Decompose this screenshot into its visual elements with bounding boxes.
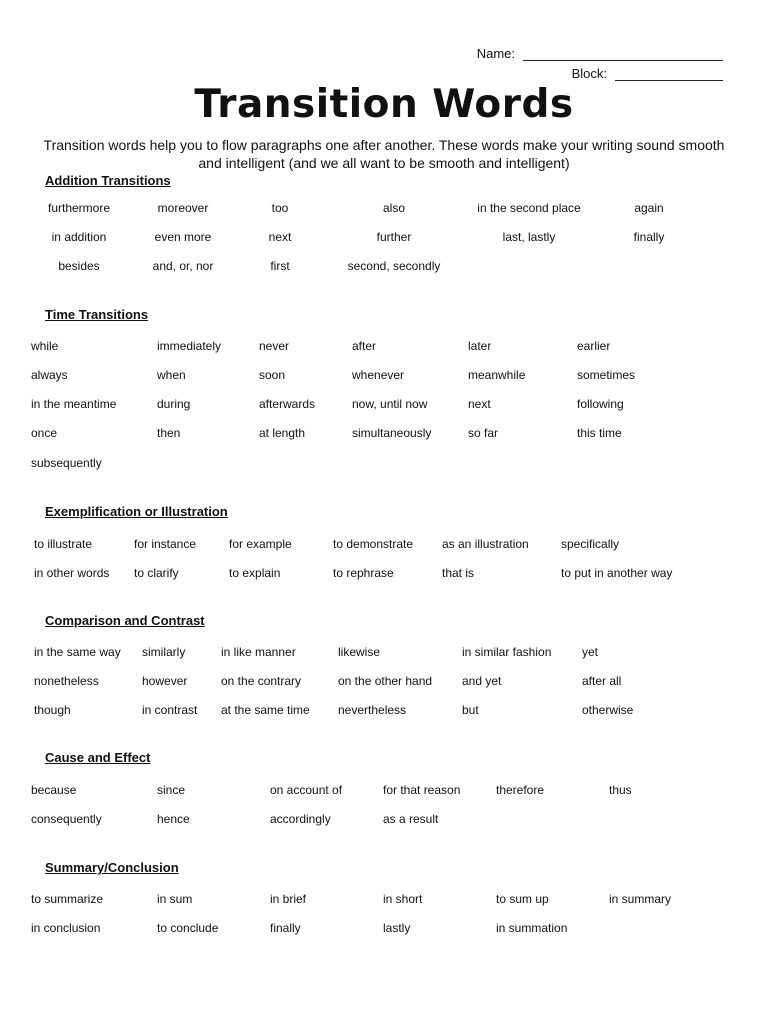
transition-word: moreover <box>157 201 209 215</box>
transition-word: again <box>634 201 664 215</box>
transition-word: after <box>352 339 377 353</box>
transition-word: for example <box>229 537 292 551</box>
transition-word: to illustrate <box>34 537 93 551</box>
transition-word: in contrast <box>142 703 198 717</box>
transition-word: subsequently <box>31 456 102 470</box>
transition-word: whenever <box>352 368 405 382</box>
transition-word: likewise <box>338 645 381 659</box>
transition-word: now, until now <box>352 397 428 411</box>
transition-word: to rephrase <box>333 566 394 580</box>
transition-word: in similar fashion <box>462 645 552 659</box>
transition-word: for that reason <box>383 783 461 797</box>
name-field[interactable] <box>477 46 723 61</box>
name-label: Name: <box>476 46 515 61</box>
transition-word: in summary <box>609 892 672 906</box>
transition-word: immediately <box>157 339 222 353</box>
transition-word: simultaneously <box>352 426 432 440</box>
transition-word: so far <box>468 426 499 440</box>
transition-word: to put in another way <box>561 566 673 580</box>
transition-word: in the second place <box>477 201 581 215</box>
block-blank-line[interactable] <box>615 68 723 81</box>
transition-word: in sum <box>157 892 193 906</box>
transition-word: at length <box>259 426 306 440</box>
transition-word: at the same time <box>221 703 310 717</box>
transition-word: never <box>259 339 290 353</box>
transition-word: though <box>34 703 71 717</box>
transition-word: further <box>376 230 412 244</box>
transition-word: also <box>382 201 406 215</box>
transition-word: therefore <box>496 783 545 797</box>
name-blank-line[interactable] <box>523 48 723 61</box>
transition-word: earlier <box>577 339 611 353</box>
transition-word: in short <box>383 892 423 906</box>
transition-word: even more <box>154 230 212 244</box>
intro-paragraph: Transition words help you to flow paragraphs one after another. These words make your writing sound smooth and intelligent (and we all want to be smooth and intelligent) <box>43 137 725 171</box>
transition-word: however <box>142 674 188 688</box>
transition-word: for instance <box>134 537 197 551</box>
transition-word: on the contrary <box>221 674 302 688</box>
transition-word: accordingly <box>270 812 331 826</box>
transition-word: in conclusion <box>31 921 101 935</box>
transition-word: next <box>268 230 292 244</box>
transition-word: to summarize <box>31 892 104 906</box>
transition-word: lastly <box>383 921 411 935</box>
transition-word: to clarify <box>134 566 179 580</box>
transition-word: during <box>157 397 191 411</box>
transition-word: following <box>577 397 624 411</box>
transition-word: and yet <box>462 674 502 688</box>
transition-word: in summation <box>496 921 568 935</box>
transition-word: yet <box>582 645 599 659</box>
transition-word: finally <box>633 230 665 244</box>
transition-word: afterwards <box>259 397 316 411</box>
transition-word: soon <box>259 368 286 382</box>
section-heading: Summary/Conclusion <box>45 860 179 875</box>
transition-word: but <box>462 703 479 717</box>
transition-word: in brief <box>270 892 307 906</box>
transition-word: to explain <box>229 566 281 580</box>
section-heading: Comparison and Contrast <box>45 613 205 628</box>
transition-word: furthermore <box>47 201 111 215</box>
transition-word: on account of <box>270 783 343 797</box>
transition-word: to conclude <box>157 921 219 935</box>
transition-word: in the meantime <box>31 397 117 411</box>
transition-word: last, lastly <box>502 230 556 244</box>
transition-word: in addition <box>51 230 107 244</box>
transition-word: as an illustration <box>442 537 529 551</box>
transition-word: because <box>31 783 77 797</box>
transition-word: besides <box>58 259 100 273</box>
transition-word: specifically <box>561 537 620 551</box>
transition-word: this time <box>577 426 622 440</box>
block-label: Block: <box>571 66 607 81</box>
transition-word: while <box>31 339 59 353</box>
transition-word: since <box>157 783 186 797</box>
transition-word: and, or, nor <box>152 259 214 273</box>
transition-word: to sum up <box>496 892 549 906</box>
transition-word: later <box>468 339 492 353</box>
block-field[interactable] <box>572 66 723 81</box>
transition-word: second, secondly <box>347 259 441 273</box>
transition-word: too <box>271 201 289 215</box>
transition-word: then <box>157 426 181 440</box>
transition-word: on the other hand <box>338 674 433 688</box>
transition-word: as a result <box>383 812 439 826</box>
transition-word: hence <box>157 812 190 826</box>
page-title: Transition Words <box>194 82 574 127</box>
transition-word: nonetheless <box>34 674 99 688</box>
transition-word: that is <box>442 566 475 580</box>
section-heading: Time Transitions <box>45 307 149 322</box>
section-heading: Addition Transitions <box>45 173 171 188</box>
section-heading: Cause and Effect <box>45 750 151 765</box>
transition-word: once <box>31 426 58 440</box>
transition-word: consequently <box>31 812 102 826</box>
transition-word: first <box>270 259 290 273</box>
transition-word: always <box>31 368 68 382</box>
transition-word: meanwhile <box>468 368 526 382</box>
transition-word: when <box>157 368 186 382</box>
transition-word: in like manner <box>221 645 296 659</box>
transition-word: nevertheless <box>338 703 407 717</box>
transition-word: sometimes <box>577 368 636 382</box>
transition-word: after all <box>582 674 622 688</box>
transition-word: otherwise <box>582 703 634 717</box>
transition-word: similarly <box>142 645 186 659</box>
transition-word: in other words <box>34 566 110 580</box>
section-heading: Exemplification or Illustration <box>45 504 228 519</box>
transition-word: thus <box>609 783 632 797</box>
transition-word: next <box>468 397 491 411</box>
transition-word: finally <box>270 921 301 935</box>
transition-word: to demonstrate <box>333 537 414 551</box>
transition-word: in the same way <box>34 645 121 659</box>
